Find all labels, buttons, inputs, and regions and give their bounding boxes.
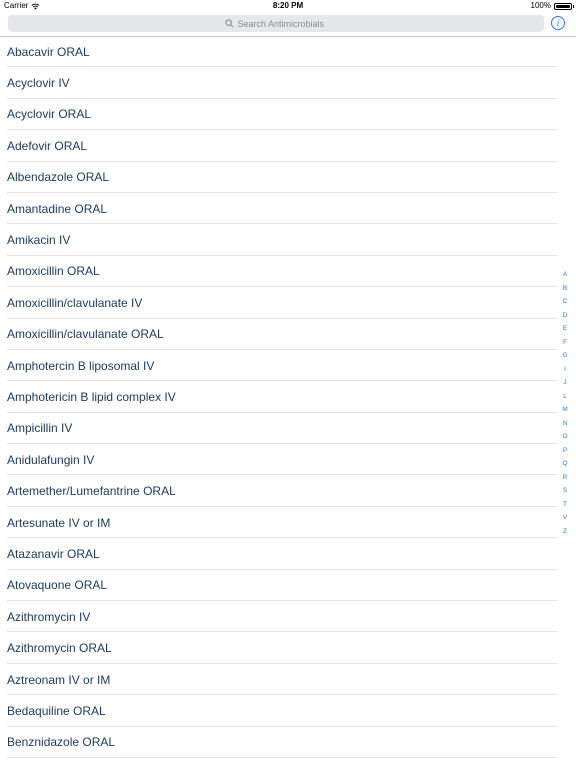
index-letter[interactable]: M	[562, 406, 568, 413]
list-item[interactable]	[0, 350, 557, 381]
drug-label: Atazanavir ORAL	[7, 546, 100, 561]
status-time: 8:20 PM	[272, 1, 304, 10]
status-right	[531, 0, 572, 12]
list-item[interactable]	[0, 507, 557, 538]
search-bar[interactable]	[8, 15, 544, 32]
carrier-label: Carrier	[4, 1, 29, 10]
list-item[interactable]	[0, 287, 557, 318]
drug-label: Acyclovir IV	[7, 76, 70, 91]
index-letter[interactable]: J	[563, 379, 567, 386]
drug-label: Amoxicillin ORAL	[7, 264, 100, 279]
drug-label: Amphotercin B liposomal IV	[7, 358, 155, 373]
list-item[interactable]	[0, 99, 557, 130]
index-letter[interactable]: C	[562, 298, 568, 305]
index-letter[interactable]: Z	[563, 527, 567, 535]
list-item[interactable]	[0, 475, 557, 506]
search-input[interactable]	[238, 19, 328, 29]
search-icon	[225, 19, 234, 28]
list-item[interactable]	[0, 319, 557, 350]
drug-label: Aztreonam IV or IM	[7, 672, 111, 687]
status-bar	[0, 0, 576, 12]
drug-label: Amikacin IV	[7, 233, 71, 248]
index-letter[interactable]: P	[562, 446, 568, 454]
index-letter[interactable]: O	[562, 433, 568, 440]
battery-percent: 100%	[530, 1, 551, 10]
index-letter[interactable]: G	[562, 352, 568, 359]
list-item[interactable]	[0, 413, 557, 444]
section-index-bar[interactable]	[558, 268, 572, 538]
info-icon: i	[556, 18, 560, 28]
list-item[interactable]	[0, 67, 557, 98]
index-letter[interactable]: Q	[562, 460, 568, 467]
list-item[interactable]	[0, 130, 557, 161]
index-letter[interactable]: L	[563, 392, 567, 400]
drug-label: Amoxicillin/clavulanate IV	[7, 295, 143, 310]
index-letter[interactable]: E	[562, 325, 568, 332]
index-letter[interactable]: N	[562, 419, 568, 427]
drug-label: Amoxicillin/clavulanate ORAL	[7, 327, 164, 342]
list-item[interactable]	[0, 36, 557, 67]
drug-label: Amphotericin B lipid complex IV	[7, 389, 176, 404]
drug-label: Adefovir ORAL	[7, 138, 88, 153]
drug-label: Anidulafungin IV	[7, 452, 95, 467]
drug-label: Azithromycin ORAL	[7, 641, 112, 656]
list-item[interactable]	[0, 538, 557, 569]
index-letter[interactable]: A	[562, 271, 568, 278]
drug-label: Artesunate IV or IM	[7, 515, 111, 530]
info-button[interactable]	[551, 16, 565, 30]
battery-icon	[554, 3, 572, 10]
index-letter[interactable]: D	[562, 311, 568, 319]
drug-label: Amantadine ORAL	[7, 201, 108, 216]
list-item[interactable]	[0, 256, 557, 287]
index-letter[interactable]: S	[562, 487, 568, 494]
index-letter[interactable]: T	[563, 500, 567, 508]
index-letter[interactable]: V	[562, 514, 568, 521]
list-item[interactable]	[0, 381, 557, 412]
drug-label: Azithromycin IV	[7, 609, 91, 624]
drug-label: Acyclovir ORAL	[7, 107, 92, 122]
drug-label: Abacavir ORAL	[7, 44, 90, 59]
list-item[interactable]	[0, 727, 557, 758]
list-item[interactable]	[0, 632, 557, 663]
drug-label: Ampicillin IV	[7, 421, 73, 436]
index-letter[interactable]: B	[562, 284, 568, 292]
list-item[interactable]	[0, 695, 557, 726]
drug-list	[0, 36, 557, 758]
index-letter[interactable]: I	[564, 365, 566, 373]
index-letter[interactable]: F	[563, 338, 567, 346]
list-item[interactable]	[0, 570, 557, 601]
list-item[interactable]	[0, 162, 557, 193]
list-item[interactable]	[0, 193, 557, 224]
drug-label: Artemether/Lumefantrine ORAL	[7, 484, 176, 499]
drug-label: Atovaquone ORAL	[7, 578, 108, 593]
drug-label: Albendazole ORAL	[7, 170, 110, 185]
index-letter[interactable]: R	[562, 473, 568, 481]
list-item[interactable]	[0, 601, 557, 632]
list-item[interactable]	[0, 444, 557, 475]
drug-label: Benznidazole ORAL	[7, 735, 116, 750]
list-item[interactable]	[0, 224, 557, 255]
list-item[interactable]	[0, 664, 557, 695]
drug-label: Bedaquiline ORAL	[7, 703, 106, 718]
